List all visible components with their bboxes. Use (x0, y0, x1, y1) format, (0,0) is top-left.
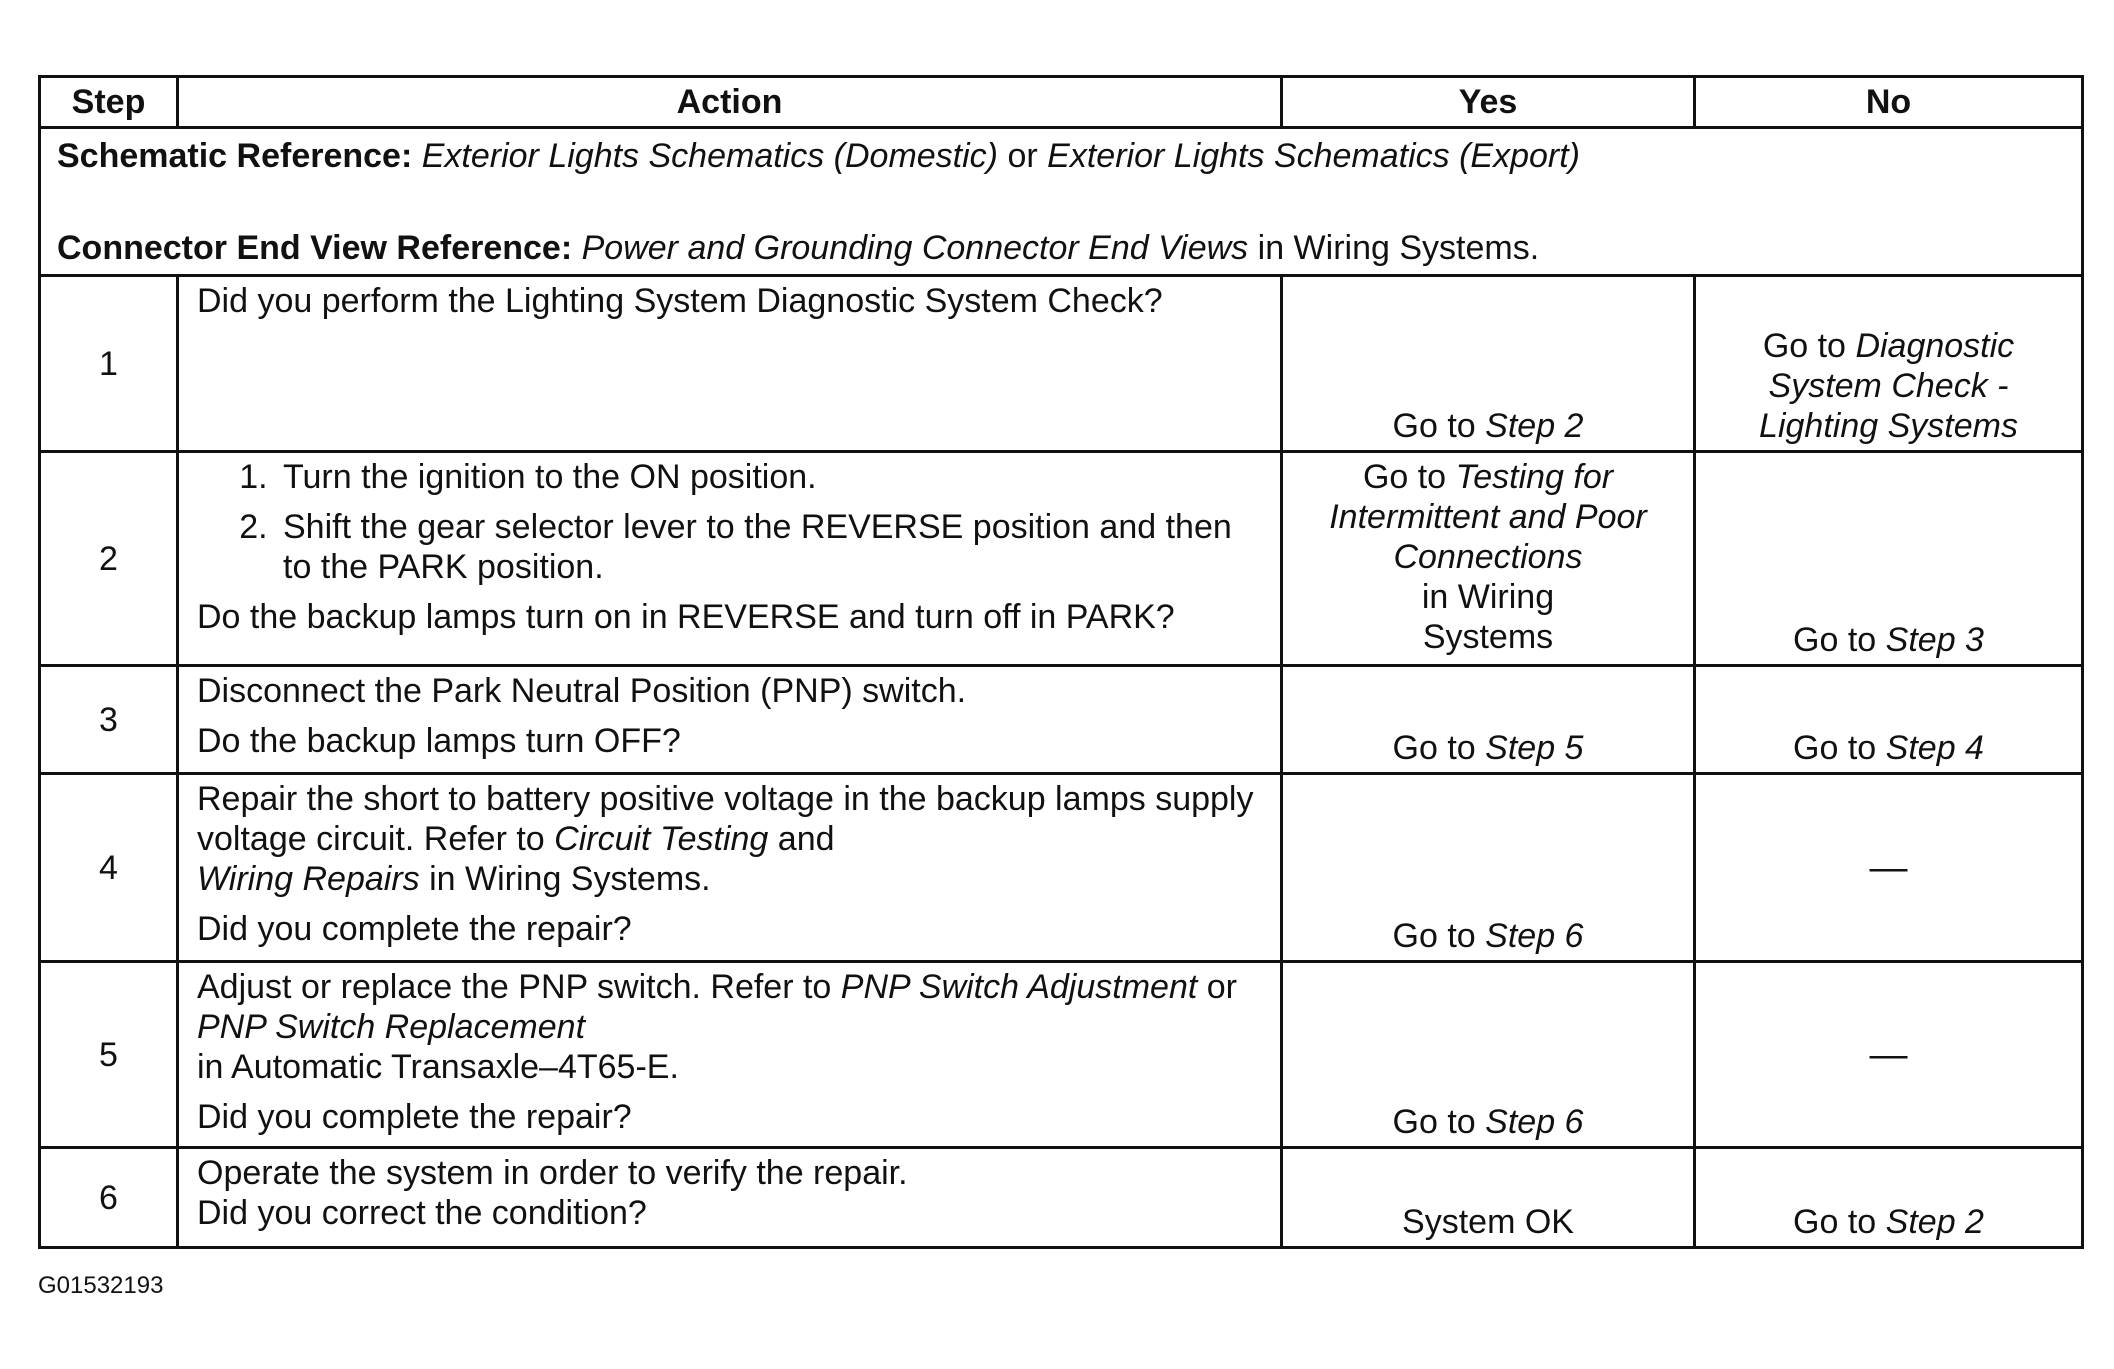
step-number: 2 (40, 452, 178, 666)
no-link-line3[interactable]: Lighting Systems (1759, 407, 2018, 445)
schematic-link-export[interactable]: Exterior Lights Schematics (Export) (1047, 136, 1580, 175)
action-step-item: 1. Turn the ignition to the ON position. (277, 457, 1266, 497)
yes-suffix-line1: in Wiring (1421, 578, 1555, 616)
connector-link[interactable]: Power and Grounding Connector End Views (581, 228, 1249, 267)
yes-cell: System OK (1282, 1148, 1695, 1248)
action-question: Do the backup lamps turn on in REVERSE and turn off in PARK? (197, 598, 1175, 636)
action-question: Did you correct the condition? (197, 1194, 647, 1232)
wiring-repairs-link[interactable]: Wiring Repairs (197, 860, 420, 898)
action-question: Do the backup lamps turn OFF? (197, 722, 681, 760)
connector-reference-label: Connector End View Reference: (57, 228, 573, 267)
no-prefix: Go to (1762, 327, 1846, 365)
no-cell-dash: — (1695, 962, 2083, 1148)
action-instruction: Operate the system in order to verify the repair. (197, 1154, 908, 1192)
pnp-replacement-link[interactable]: PNP Switch Replacement (197, 1008, 586, 1046)
header-action: Action (178, 77, 1282, 128)
no-cell (1695, 1148, 2083, 1248)
no-cell (1695, 452, 2083, 666)
yes-prefix: Go to (1392, 407, 1476, 445)
no-prefix: Go to (1793, 621, 1877, 659)
no-link[interactable]: Step 3 (1885, 621, 1984, 659)
header-step: Step (40, 77, 178, 128)
header-yes: Yes (1282, 77, 1695, 128)
instruction-text: Adjust or replace the PNP switch. Refer to (197, 968, 832, 1006)
action-cell (178, 452, 1282, 666)
action-cell (178, 666, 1282, 774)
header-no: No (1695, 77, 2083, 128)
schematic-reference (57, 136, 2067, 176)
action-steps-list (197, 457, 1266, 587)
no-cell (1695, 276, 2083, 452)
yes-link-line3[interactable]: Connections (1393, 538, 1583, 576)
connector-suffix: in Wiring Systems. (1257, 228, 1540, 267)
diagnostic-table (38, 75, 2084, 1249)
yes-link[interactable]: Step 2 (1485, 407, 1584, 445)
schematic-link-domestic[interactable]: Exterior Lights Schematics (Domestic) (421, 136, 999, 175)
yes-link[interactable]: Step 5 (1485, 729, 1584, 767)
yes-cell (1282, 774, 1695, 962)
yes-link-line2[interactable]: Intermittent and Poor (1329, 498, 1647, 536)
instruction-suffix: in Automatic Transaxle–4T65-E. (197, 1048, 679, 1086)
action-cell (178, 276, 1282, 452)
action-instruction (197, 967, 1266, 1087)
table-row (40, 1148, 2083, 1248)
figure-id: G01532193 (38, 1272, 164, 1299)
table-row (40, 962, 2083, 1148)
yes-cell (1282, 276, 1695, 452)
yes-cell (1282, 452, 1695, 666)
yes-prefix: Go to (1392, 729, 1476, 767)
pnp-adjustment-link[interactable]: PNP Switch Adjustment (840, 968, 1198, 1006)
table-row (40, 276, 2083, 452)
diagnostic-table-container (38, 75, 2081, 1249)
action-instruction: Disconnect the Park Neutral Position (PNP) switch. (197, 672, 967, 710)
instruction-text: Repair the short to battery positive voltage in the backup lamps supply voltage circuit. Refer to (197, 780, 1254, 858)
yes-link-line1[interactable]: Testing for (1455, 458, 1614, 496)
schematic-or: or (1007, 136, 1038, 175)
yes-prefix: Go to (1392, 1103, 1476, 1141)
action-question: Did you perform the Lighting System Diagnostic System Check? (197, 282, 1163, 320)
no-link[interactable]: Step 4 (1885, 729, 1984, 767)
action-step-item: 2. Shift the gear selector lever to the REVERSE position and then to the PARK position. (277, 507, 1266, 587)
step-number: 4 (40, 774, 178, 962)
no-link[interactable]: Step 2 (1885, 1203, 1984, 1241)
step-number: 6 (40, 1148, 178, 1248)
table-row (40, 666, 2083, 774)
yes-cell (1282, 666, 1695, 774)
no-prefix: Go to (1793, 729, 1877, 767)
step-number: 1 (40, 276, 178, 452)
instruction-and: and (777, 820, 835, 858)
action-question: Did you complete the repair? (197, 910, 632, 948)
yes-prefix: Go to (1392, 917, 1476, 955)
instruction-suffix: in Wiring Systems. (429, 860, 711, 898)
no-cell (1695, 666, 2083, 774)
schematic-reference-label: Schematic Reference: (57, 136, 413, 175)
table-row (40, 452, 2083, 666)
yes-prefix: Go to (1362, 458, 1447, 496)
action-question: Did you complete the repair? (197, 1098, 632, 1136)
reference-row (40, 128, 2083, 276)
step-number: 3 (40, 666, 178, 774)
action-cell (178, 774, 1282, 962)
no-link-line2[interactable]: System Check - (1768, 367, 2009, 405)
yes-link[interactable]: Step 6 (1485, 1103, 1584, 1141)
yes-link[interactable]: Step 6 (1485, 917, 1584, 955)
reference-cell (40, 128, 2083, 276)
yes-suffix-line2: Systems (1422, 618, 1554, 656)
connector-reference (57, 228, 2067, 268)
no-link-line1[interactable]: Diagnostic (1855, 327, 2015, 365)
table-row (40, 774, 2083, 962)
action-instruction (197, 779, 1266, 899)
action-cell (178, 962, 1282, 1148)
no-cell-dash: — (1695, 774, 2083, 962)
yes-cell (1282, 962, 1695, 1148)
no-prefix: Go to (1793, 1203, 1877, 1241)
instruction-or: or (1206, 968, 1237, 1006)
header-row (40, 77, 2083, 128)
step-number: 5 (40, 962, 178, 1148)
action-cell (178, 1148, 1282, 1248)
circuit-testing-link[interactable]: Circuit Testing (554, 820, 769, 858)
